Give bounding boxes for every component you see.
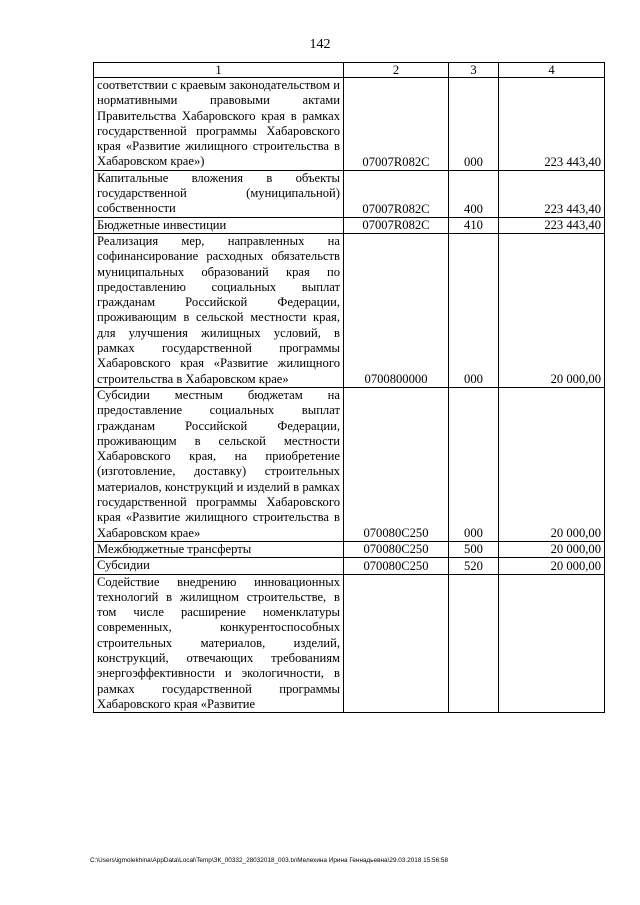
row-description: Реализация мер, направленных на софинансирование расходных обязательств муниципальных образований края по предоставлению социальных выплат гражданам Российской Федерации, проживающим в сельской местности края, для улучшения жилищных условий, в рамках государственной программы Хабаровского края «Развитие жилищного строительства в Хабаровском крае» xyxy=(94,233,344,387)
row-type: 000 xyxy=(449,78,499,171)
budget-table xyxy=(93,62,605,713)
row-description: Содействие внедрению инновационных технологий в жилищном строительстве, в том числе расширение номенклатуры современных, конкурентоспособных строительных материалов, изделий, конструкций, отвечающих требованиям энергоэффективности и экологичности, в рамках государственной программы Хабаровского края «Развитие xyxy=(94,574,344,713)
table-row xyxy=(94,387,605,541)
table-row xyxy=(94,558,605,574)
column-header-2: 2 xyxy=(344,63,449,78)
row-amount: 223 443,40 xyxy=(499,170,605,217)
row-code: 070080С250 xyxy=(344,387,449,541)
row-description: соответствии с краевым законодательством и нормативными правовыми актами Правительства Хабаровского края в рамках государственной программы Хабаровского края «Развитие жилищного строительства в Хабаровском крае») xyxy=(94,78,344,171)
file-path-footer: C:\Users\igmolekhina\AppData\Local\Temp\ЗК_00332_28032018_003.tx\Мелехина Ирина Геннадьевна\29.03.2018 15:56:58 xyxy=(90,857,449,864)
row-code xyxy=(344,574,449,713)
row-code: 0700800000 xyxy=(344,233,449,387)
table-row xyxy=(94,217,605,233)
table-row xyxy=(94,574,605,713)
row-code: 07007R082C xyxy=(344,78,449,171)
row-amount: 20 000,00 xyxy=(499,558,605,574)
row-amount: 20 000,00 xyxy=(499,541,605,557)
column-header-1: 1 xyxy=(94,63,344,78)
row-code: 07007R082C xyxy=(344,217,449,233)
row-code: 07007R082C xyxy=(344,170,449,217)
table-row xyxy=(94,170,605,217)
row-description: Межбюджетные трансферты xyxy=(94,541,344,557)
column-header-4: 4 xyxy=(499,63,605,78)
row-type: 520 xyxy=(449,558,499,574)
row-type: 000 xyxy=(449,233,499,387)
column-header-3: 3 xyxy=(449,63,499,78)
table-row xyxy=(94,233,605,387)
row-type xyxy=(449,574,499,713)
row-type: 500 xyxy=(449,541,499,557)
row-amount: 223 443,40 xyxy=(499,78,605,171)
row-type: 410 xyxy=(449,217,499,233)
table-row xyxy=(94,541,605,557)
row-code: 070080С250 xyxy=(344,541,449,557)
row-description: Субсидии местным бюджетам на предоставление социальных выплат гражданам Российской Федерации, проживающим в сельской местности Хабаровского края, на приобретение (изготовление, доставку) строительных материалов, конструкций и изделий в рамках государственной программы Хабаровского края «Развитие жилищного строительства в Хабаровском крае» xyxy=(94,387,344,541)
table-row xyxy=(94,78,605,171)
row-amount: 223 443,40 xyxy=(499,217,605,233)
row-amount: 20 000,00 xyxy=(499,387,605,541)
row-description: Капитальные вложения в объекты государственной (муниципальной) собственности xyxy=(94,170,344,217)
row-description: Бюджетные инвестиции xyxy=(94,217,344,233)
page-number: 142 xyxy=(309,37,331,52)
row-amount: 20 000,00 xyxy=(499,233,605,387)
row-type: 400 xyxy=(449,170,499,217)
row-type: 000 xyxy=(449,387,499,541)
table-header-row xyxy=(94,63,605,78)
row-description: Субсидии xyxy=(94,558,344,574)
row-code: 070080С250 xyxy=(344,558,449,574)
row-amount xyxy=(499,574,605,713)
